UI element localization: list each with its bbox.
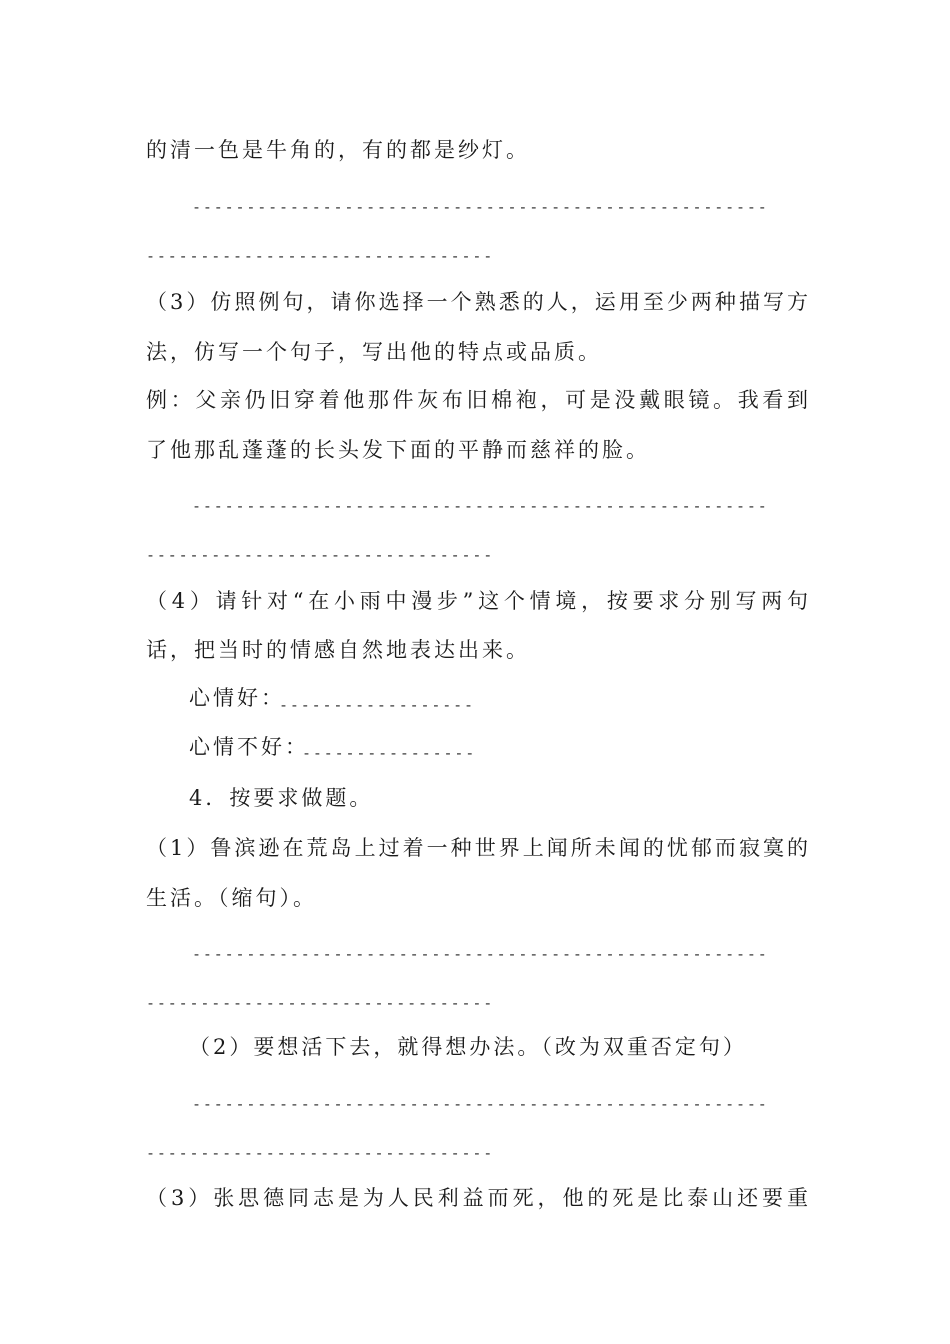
section-4-heading: 4．按要求做题。	[189, 786, 374, 810]
answer-blank: ------------------	[279, 696, 475, 714]
question-3-prompt: （3）仿照例句，请你选择一个熟悉的人，运用至少两种描写方	[146, 290, 808, 314]
text-line: 话，把当时的情感自然地表达出来。	[146, 638, 530, 662]
answer-blank: --------------------------------	[146, 994, 495, 1012]
question-3b-prompt: （3）张思德同志是为人民利益而死，他的死是比泰山还要重	[146, 1186, 808, 1210]
answer-blank: -----------------------------------------------------	[192, 497, 769, 515]
answer-blank: --------------------------------	[146, 546, 495, 564]
answer-blank: -----------------------------------------------------	[192, 198, 769, 216]
text-line: 生活。（缩句）。	[146, 886, 317, 910]
text-line: 了他那乱蓬蓬的长头发下面的平静而慈祥的脸。	[146, 438, 650, 462]
text-line: 的清一色是牛角的，有的都是纱灯。	[146, 138, 530, 162]
question-4-prompt: （4）请针对“在小雨中漫步”这个情境，按要求分别写两句	[146, 589, 808, 613]
question-2-prompt: （2）要想活下去，就得想办法。（改为双重否定句）	[189, 1035, 747, 1059]
answer-blank: -----------------------------------------------------	[192, 1095, 769, 1113]
example-sentence: 例：父亲仍旧穿着他那件灰布旧棉袍，可是没戴眼镜。我看到	[146, 388, 808, 412]
mood-good-label: 心情好：	[189, 686, 285, 710]
answer-blank: --------------------------------	[146, 1144, 495, 1162]
answer-blank: ----------------	[302, 744, 477, 762]
text-line: 法，仿写一个句子，写出他的特点或品质。	[146, 340, 602, 364]
question-1-prompt: （1）鲁滨逊在荒岛上过着一种世界上闻所未闻的忧郁而寂寞的	[146, 836, 808, 860]
answer-blank: -----------------------------------------------------	[192, 945, 769, 963]
mood-bad-label: 心情不好：	[189, 735, 309, 759]
answer-blank: --------------------------------	[146, 247, 495, 265]
